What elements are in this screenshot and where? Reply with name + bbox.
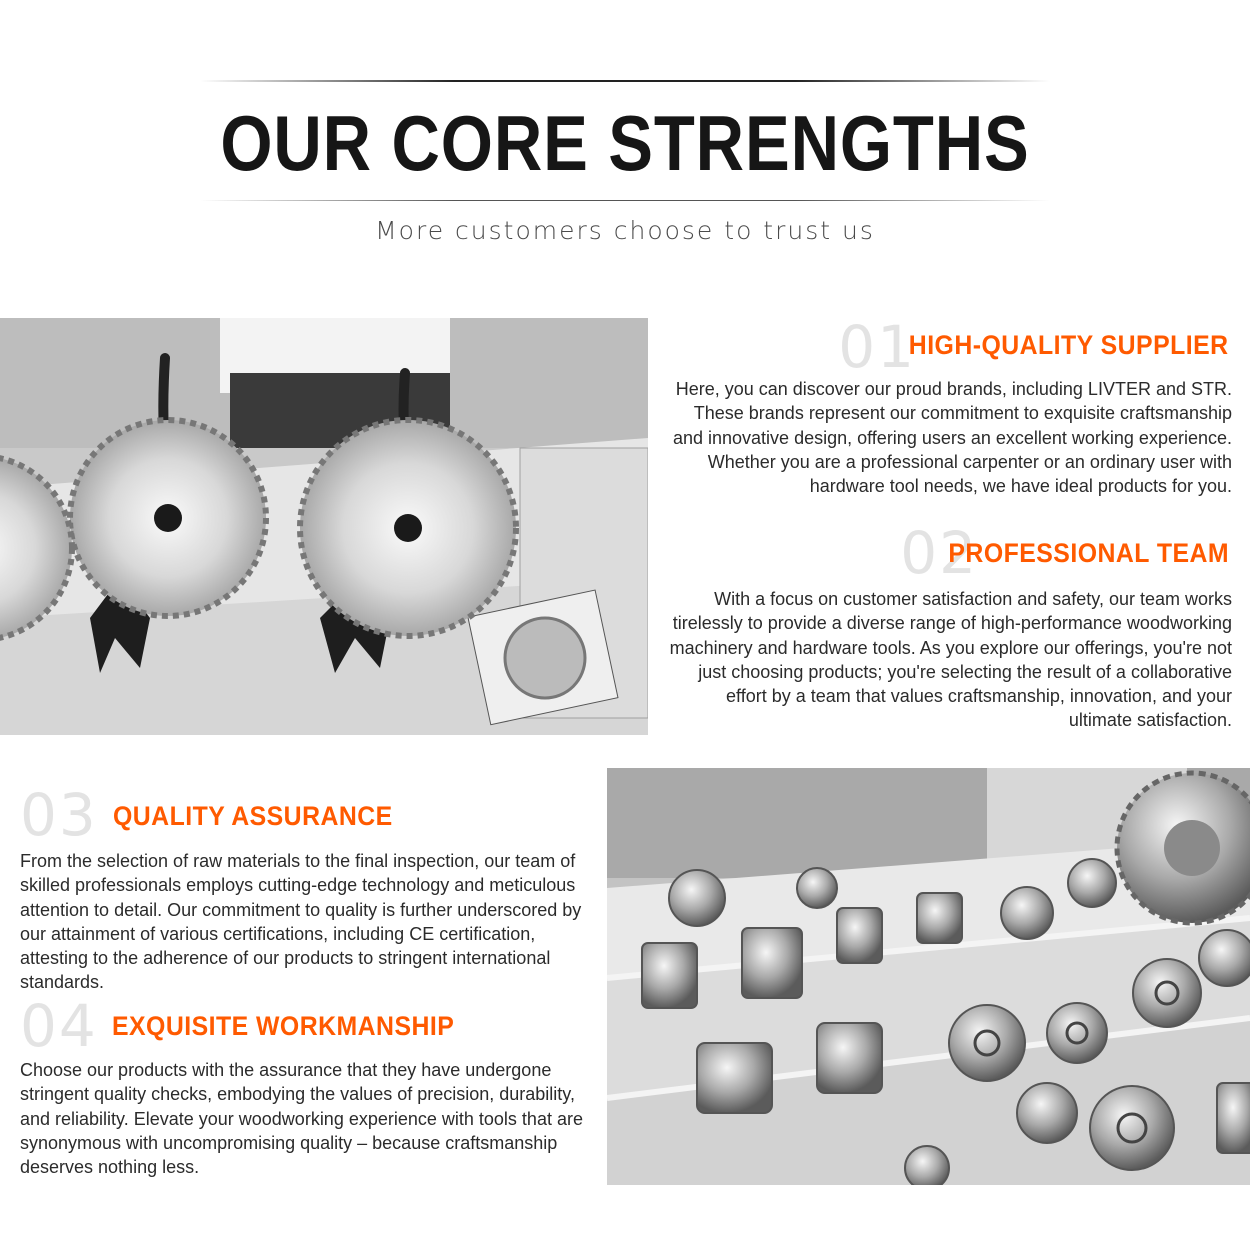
strength-title-01: HIGH-QUALITY SUPPLIER — [909, 330, 1229, 360]
title-top-rule — [200, 80, 1050, 82]
strength-text-01: Here, you can discover our proud brands, including LIVTER and STR. These brands represent our commitment to exquisite craftsmanship and innovative design, offering users an excellent working experience. Whether you are a professional carpenter or an ordinary user with hardware tool needs, we have ideal products for you. — [672, 379, 1232, 497]
page-title: OUR CORE STRENGTHS — [220, 99, 1030, 187]
title-bottom-rule — [200, 200, 1050, 201]
strength-title-02: PROFESSIONAL TEAM — [948, 538, 1229, 568]
strength-number-02: 02 — [900, 519, 978, 587]
saw-blades-photo — [0, 318, 648, 735]
strength-title-04: EXQUISITE WORKMANSHIP — [112, 1011, 455, 1041]
strength-number-03: 03 — [20, 781, 98, 849]
strength-text-03: From the selection of raw materials to the final inspection, our team of skilled professionals employs cutting-edge technology and meticulous attention to detail. Our commitment to quality is further underscored by our attainment of various certifications, including CE certification, attesting to the adherence of our products to stringent international standards. — [20, 851, 582, 993]
cutter-heads-display-photo — [607, 768, 1250, 1185]
strength-text-02: With a focus on customer satisfaction and safety, our team works tirelessly to provide a diverse range of high-performance woodworking machinery and hardware tools. As you explore our offerings, you're not just choosing products; you're selecting the result of a collaborative effort by a team that values craftsmanship, innovation, and your ultimate satisfaction. — [669, 589, 1232, 731]
strength-number-01: 01 — [838, 313, 916, 381]
strength-text-04: Choose our products with the assurance that they have undergone stringent quality checks, embodying the values of precision, durability, and reliability. Elevate your woodworking experience with tools that are synonymous with uncompromising quality – because craftsmanship deserves nothing less. — [20, 1060, 583, 1178]
strength-title-03: QUALITY ASSURANCE — [113, 801, 393, 831]
page-subtitle: More customers choose to trust us — [375, 216, 875, 245]
strength-number-04: 04 — [20, 992, 98, 1060]
